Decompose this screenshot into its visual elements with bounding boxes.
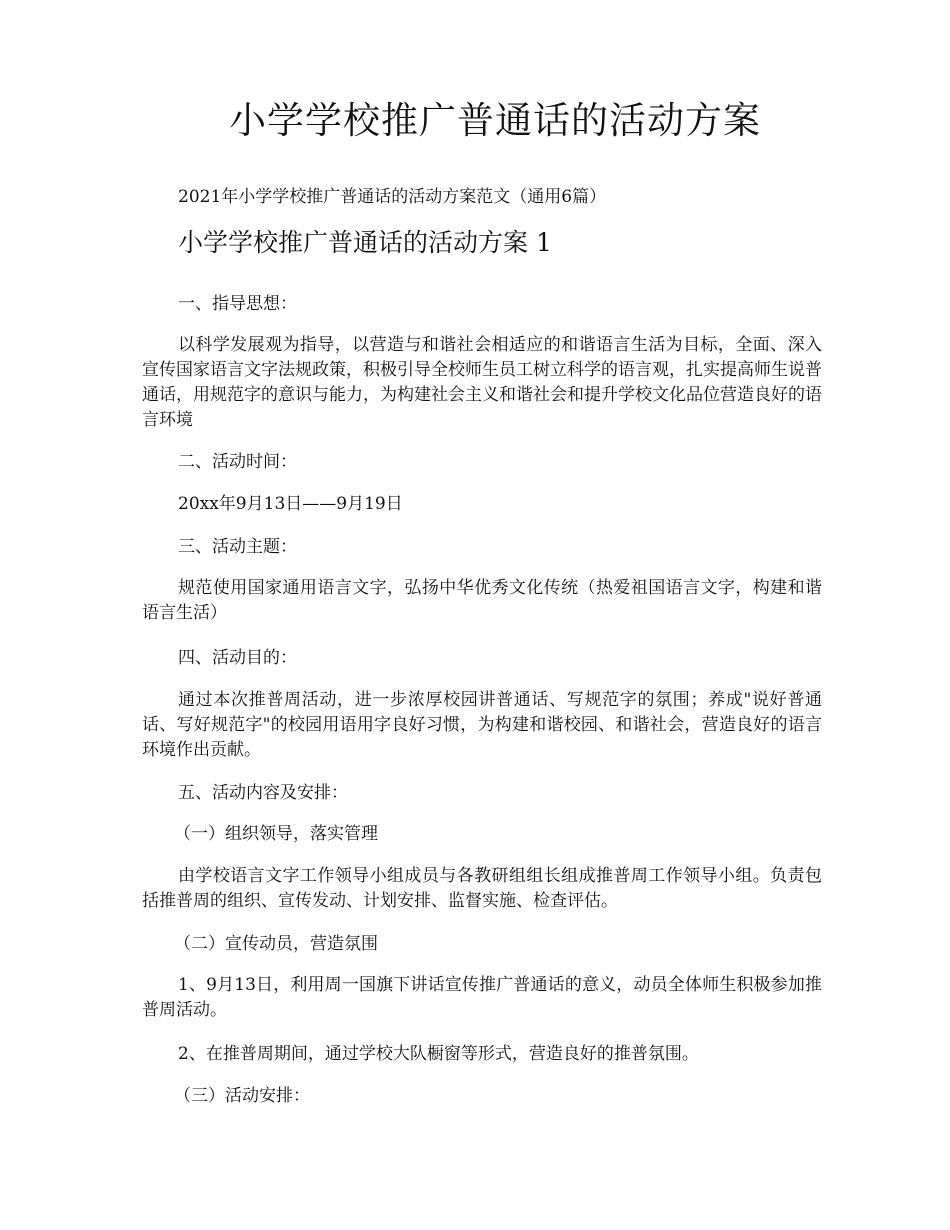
heading-activity-goal: 四、活动目的：	[178, 648, 297, 668]
heading-activity-content: 五、活动内容及安排：	[178, 783, 348, 803]
heading-activity-theme: 三、活动主题：	[178, 537, 297, 557]
paragraph-activity-time: 20xx年9月13日——9月19日	[178, 494, 403, 514]
subheading-publicity: （二）宣传动员，营造氛围	[174, 934, 378, 954]
heading-activity-time: 二、活动时间：	[178, 452, 297, 472]
paragraph-guiding-thought: 以科学发展观为指导，以营造与和谐社会相适应的和谐语言生活为目标，全面、深入宣传国家语言文字法规政策，积极引导全校师生员工树立科学的语言观，扎实提高师生说普通话，用规范字的意识与能力，为构建社会主义和谐社会和提升学校文化品位营造良好的语言环境	[142, 335, 822, 430]
section-heading: 小学学校推广普通话的活动方案 1	[178, 228, 552, 257]
subheading-arrangement: （三）活动安排：	[174, 1086, 310, 1106]
document-title: 小学学校推广普通话的活动方案	[229, 99, 761, 142]
paragraph-publicity-2: 2、在推普周期间，通过学校大队橱窗等形式，营造良好的推普氛围。	[178, 1044, 699, 1064]
heading-guiding-thought: 一、指导思想：	[178, 294, 297, 314]
paragraph-activity-theme: 规范使用国家通用语言文字，弘扬中华优秀文化传统（热爱祖国语言文字，构建和谐语言生活）	[142, 578, 822, 623]
subheading-organization: （一）组织领导，落实管理	[174, 824, 378, 844]
paragraph-publicity-1: 1、9月13日，利用周一国旗下讲话宣传推广普通话的意义，动员全体师生积极参加推普周活动。	[142, 975, 822, 1020]
paragraph-organization: 由学校语言文字工作领导小组成员与各教研组组长组成推普周工作领导小组。负责包括推普周的组织、宣传发动、计划安排、监督实施、检查评估。	[142, 866, 822, 911]
paragraph-activity-goal: 通过本次推普周活动，进一步浓厚校园讲普通话、写规范字的氛围；养成"说好普通话、写好规范字"的校园用语用字良好习惯，为构建和谐校园、和谐社会，营造良好的语言环境作出贡献。	[142, 690, 822, 760]
document-subtitle: 2021年小学学校推广普通话的活动方案范文（通用6篇）	[178, 187, 607, 207]
